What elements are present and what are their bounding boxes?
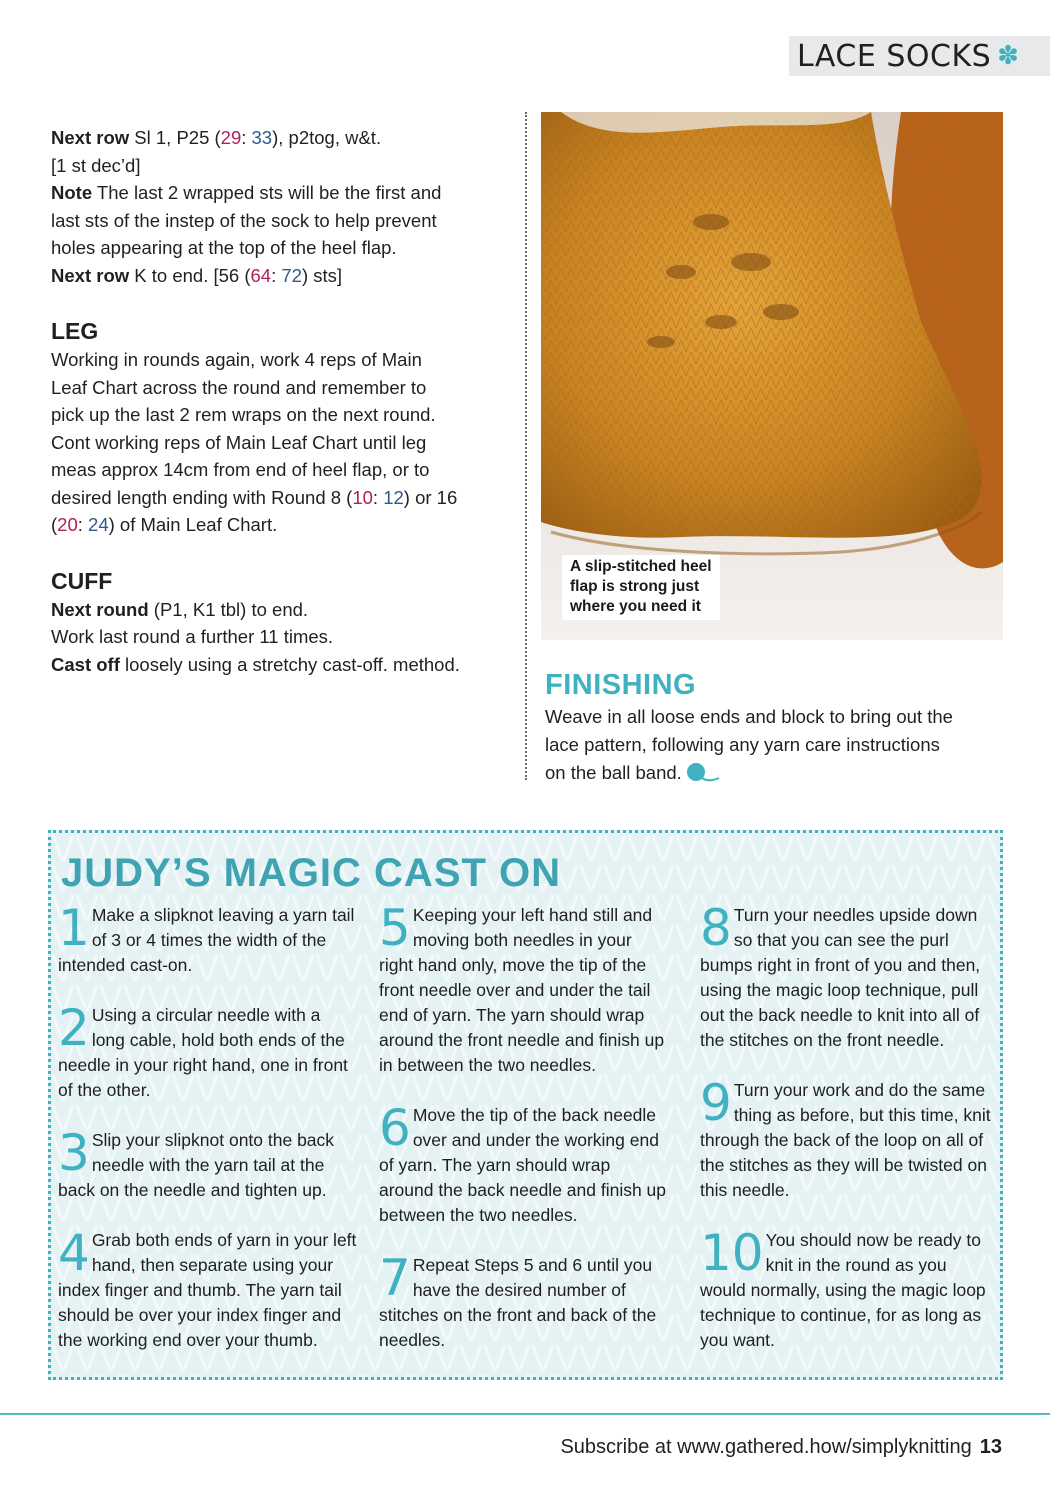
step-9: 9 Turn your work and do the same thing as before, but this time, knit through the back of the loop on all of the stitches as they will be twisted on this needle.: [700, 1074, 991, 1200]
cuff-heading: CUFF: [51, 567, 113, 594]
pattern-instructions-column: [51, 124, 461, 678]
finishing-body: Weave in all loose ends and block to bring out the lace pattern, following any yarn care instructions on the ball band.: [545, 703, 965, 790]
leg-paragraph-1: Working in rounds again, work 4 reps of Main Leaf Chart across the round and remember to pick up the last 2 rem wraps on the next round.: [51, 349, 436, 425]
magic-cast-on-box: [48, 830, 1003, 1380]
section-title: LACE SOCKS: [797, 38, 992, 74]
leg-heading: LEG: [51, 318, 99, 344]
steps-column-1: [58, 899, 358, 1378]
leg-paragraph-2: Cont working reps of Main Leaf Chart until leg meas approx 14cm from end of heel flap, or to desired length ending with Round 8 (10: 12) or 16 (20: 24) of Main Leaf Chart.: [51, 431, 458, 535]
instruction-next-row-1: Next row Sl 1, P25 (29: 33), p2tog, w&t.: [51, 127, 382, 148]
step-10: 10 You should now be ready to knit in the round as you would normally, using the magic loop technique to continue, for as long as you want.: [700, 1224, 986, 1350]
page-number: 13: [979, 1436, 1002, 1458]
subscribe-link[interactable]: Subscribe at www.gathered.how/simplyknitting: [560, 1436, 972, 1458]
steps-column-3: [700, 899, 992, 1378]
cuff-line-1: Next round (P1, K1 tbl) to end.: [51, 598, 309, 620]
section-header-tab: [789, 36, 1050, 76]
yarn-ball-icon: [686, 762, 720, 790]
column-divider: [525, 112, 527, 780]
photo-caption: A slip-stitched heel flap is strong just where you need it: [562, 555, 720, 620]
step-2: 2 Using a circular needle with a long cable, hold both ends of the needle in your right hand, one in front of the other.: [58, 999, 348, 1100]
instruction-dec-count: [1 st dec’d]: [51, 154, 141, 176]
page-footer: [560, 1433, 1002, 1461]
cuff-line-2: Work last round a further 11 times.: [51, 626, 334, 647]
step-4: 4 Grab both ends of yarn in your left hand, then separate using your index finger and thumb. The yarn tail should be over your index finger and the working end over your thumb.: [58, 1224, 357, 1350]
steps-column-2: [379, 899, 669, 1378]
step-8: 8 Turn your needles upside down so that you can see the purl bumps right in front of you and then, using the magic loop technique, pull out the back needle to knit into all of the stitches on the front needle.: [700, 899, 981, 1050]
instruction-note: Note The last 2 wrapped sts will be the first and last sts of the instep of the sock to help prevent holes appearing at the top of the heel flap.: [51, 182, 442, 258]
finishing-heading: FINISHING: [545, 669, 697, 701]
step-3: 3 Slip your slipknot onto the back needle with the yarn tail at the back on the needle and tighten up.: [58, 1124, 335, 1200]
step-5: 5 Keeping your left hand still and moving both needles in your right hand only, move the tip of the front needle over and under the tail end of yarn. The yarn should wrap around the front needle and finish up in between the two needles.: [379, 899, 665, 1075]
footer-rule: [0, 1413, 1050, 1415]
magic-cast-on-title: JUDY’S MAGIC CAST ON: [61, 851, 562, 895]
instruction-next-row-2: Next row K to end. [56 (64: 72) sts]: [51, 264, 343, 286]
flower-icon: ✽: [997, 41, 1020, 71]
cuff-line-3: Cast off loosely using a stretchy cast-off. method.: [51, 653, 460, 675]
step-6: 6 Move the tip of the back needle over and under the working end of yarn. The yarn should wrap around the back needle and finish up between the two needles.: [379, 1099, 667, 1225]
step-7: 7 Repeat Steps 5 and 6 until you have the desired number of stitches on the front and back of the needles.: [379, 1249, 657, 1350]
step-1: 1 Make a slipknot leaving a yarn tail of 3 or 4 times the width of the intended cast-on.: [58, 899, 355, 975]
